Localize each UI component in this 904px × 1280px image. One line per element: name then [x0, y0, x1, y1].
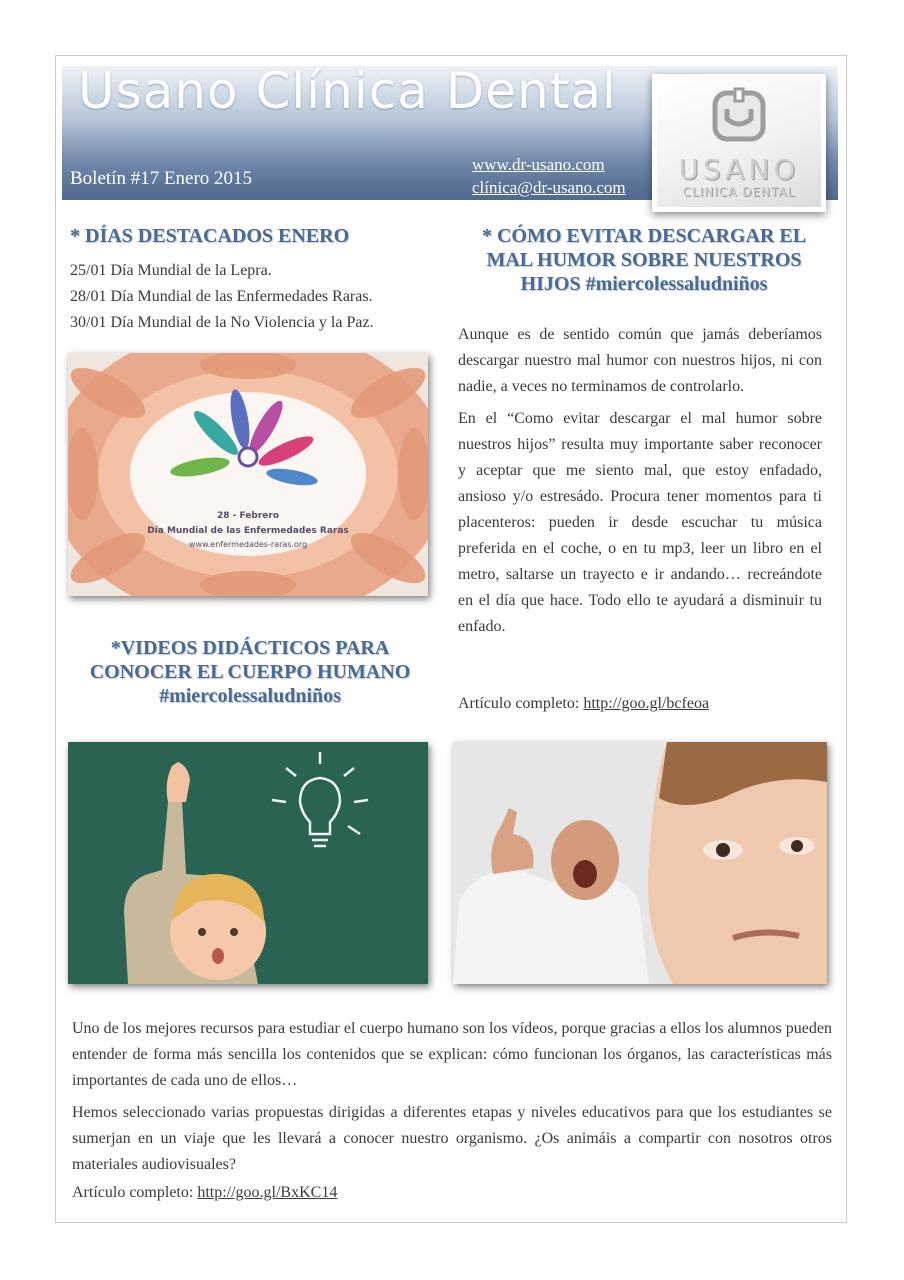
dias-list	[70, 258, 374, 336]
humor-article-link-line	[458, 695, 709, 713]
poster-url: www.enfermedades-raras.org	[188, 540, 308, 549]
child-idea-image	[68, 742, 428, 984]
poster-date: 28 - Febrero	[216, 511, 280, 521]
article-label: Artículo completo:	[458, 695, 584, 712]
videos-article	[72, 1016, 832, 1184]
humor-heading: * CÓMO EVITAR DESCARGAR EL MAL HUMOR SOBRE NUESTROS HIJOS #miercolessaludniños	[481, 225, 807, 295]
angry-father-photo	[453, 742, 827, 984]
rare-diseases-poster	[68, 353, 428, 596]
humor-paragraph-2: En el “Como evitar descargar el mal humor sobre nuestros hijos” resulta muy importante saber reconocer y aceptar que me siento mal, que estoy enfadado, ansioso y/o estresádo. Procura tener momentos para ti placenteros: pueden ir desde escuchar tu música preferida en el coche, o en tu mp3, leer un libro en el metro, saltarse un trayecto e ir andando… recreándote en el día que hace. Todo ello te ayudará a disminuir tu enfado.	[458, 410, 822, 635]
humor-article-link[interactable]: http://goo.gl/bcfeoa	[583, 695, 710, 712]
humor-article	[458, 322, 822, 646]
list-item: 25/01 Día Mundial de la Lepra.	[70, 262, 272, 279]
videos-paragraph-2: Hemos seleccionado varias propuestas dirigidas a diferentes etapas y niveles educativos para que los estudiantes se sumerjan en un viaje que les llevará a conocer nuestro organismo. ¿Os animáis a compartir con nosotros otros materiales audiovisuales?	[72, 1104, 832, 1173]
logo-name: USANO	[678, 153, 800, 186]
bulletin-number: Boletín #17 Enero 2015	[70, 168, 253, 189]
website-link[interactable]: www.dr-usano.com	[472, 155, 605, 174]
list-item: 28/01 Día Mundial de las Enfermedades Raras.	[70, 288, 373, 305]
videos-article-link[interactable]: http://goo.gl/BxKC14	[197, 1184, 338, 1201]
angry-man-child-image	[453, 742, 827, 984]
email-link[interactable]: clínica@dr-usano.com	[472, 178, 626, 197]
dias-heading: * DÍAS DESTACADOS ENERO	[70, 225, 350, 247]
poster-title: Día Mundial de las Enfermedades Raras	[147, 526, 349, 536]
brand-title: Usano Clínica Dental	[78, 62, 617, 120]
videos-article-link-line	[72, 1184, 337, 1202]
videos-paragraph-1: Uno de los mejores recursos para estudiar el cuerpo humano son los vídeos, porque gracias a ellos los alumnos pueden entender de forma más sencilla los contenidos que se explican: cómo funcionan los órganos, las características más importantes de cada uno de ellos…	[72, 1020, 832, 1089]
list-item: 30/01 Día Mundial de la No Violencia y la Paz.	[70, 314, 374, 331]
logo-subtitle: CLINICA DENTAL	[682, 185, 796, 199]
hands-circle-image	[68, 353, 428, 596]
videos-heading: *VIDEOS DIDÁCTICOS PARA CONOCER EL CUERPO HUMANO #miercolessaludniños	[89, 637, 411, 707]
article-label: Artículo completo:	[72, 1184, 198, 1201]
child-chalkboard-photo	[68, 742, 428, 984]
clinic-logo	[652, 74, 826, 212]
humor-paragraph-1: Aunque es de sentido común que jamás deberíamos descargar nuestro mal humor con nuestros hijos, ni con nadie, a veces no terminamos de controlarlo.	[458, 326, 822, 395]
